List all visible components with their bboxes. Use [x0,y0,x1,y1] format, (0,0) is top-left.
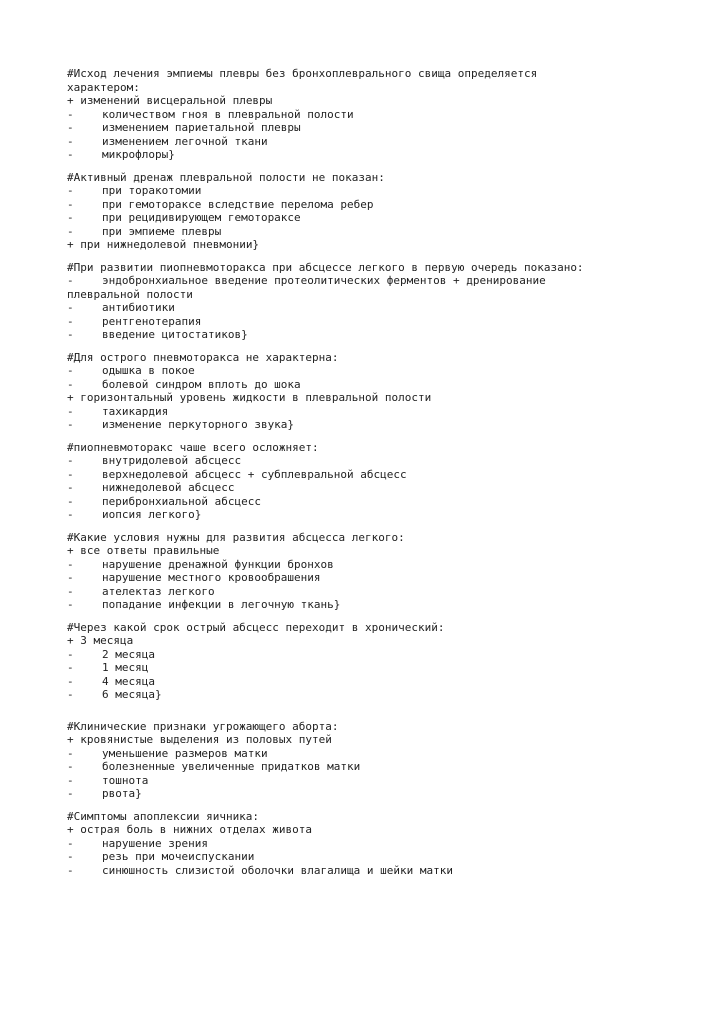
dash-marker: - [67,557,74,571]
answer-text: нарушение дренажной функции бронхов [102,557,334,571]
answer-option [67,378,667,392]
dash-marker: - [67,571,74,584]
answer-option [67,508,667,522]
answer-text: иопсия легкого} [102,508,202,521]
dash-marker: - [67,328,74,341]
answer-option [67,774,667,788]
answer-option [67,747,667,761]
dash-marker: - [67,404,74,418]
dash-marker: - [67,494,74,508]
answer-option [67,405,667,419]
answer-text: тахикардия [102,404,169,418]
answer-text: нарушение местного кровообрашения [102,571,321,584]
answer-option [67,315,667,329]
dash-marker: - [67,746,74,760]
dash-marker: - [67,787,74,800]
answer-text: изменением легочной ткани [102,134,268,148]
answer-option [67,468,667,482]
answer-option [67,108,667,122]
answer-option-correct [67,391,667,405]
question-stem: характером: [67,80,140,94]
plus-marker: + [67,544,81,557]
dash-marker: - [67,773,74,787]
answer-option [67,495,667,509]
answer-option [67,760,667,774]
answer-option [67,121,667,135]
plus-marker: + [67,94,81,107]
answer-text: 4 месяца [102,674,155,688]
answer-option [67,850,667,864]
answer-text: 6 месяца} [102,688,162,701]
answer-option-correct [67,733,667,747]
dash-marker: - [67,184,74,197]
dash-marker: - [67,134,74,148]
dash-marker: - [67,647,74,661]
answer-text: при гемотораксе вследствие перелома ребер [102,197,374,211]
answer-text: болевой синдром вплоть до шока [102,377,301,391]
answer-text: уменьшение размеров матки [102,746,268,760]
answer-option-correct [67,238,667,252]
question-stem: #Симптомы апоплексии яичника: [67,809,260,823]
answer-text: нарушение зрения [102,836,208,850]
answer-option [67,585,667,599]
dash-marker: - [67,661,74,674]
answer-text: при эмпиеме плевры [102,224,222,238]
dash-marker: - [67,364,74,377]
answer-text: попадание инфекции в легочную ткань} [102,598,341,611]
answer-text: ателектаз легкого [102,584,215,598]
answer-option [67,301,667,315]
answer-option [67,787,667,801]
dash-marker: - [67,688,74,701]
answer-text: количеством гноя в плевральной полости [102,107,354,121]
dash-marker: - [67,836,74,850]
dash-marker: - [67,850,74,863]
answer-option-correct [67,823,667,837]
question-stem: #Для острого пневмоторакса не характерна: [67,350,339,364]
answer-text: антибиотики [102,301,175,314]
question-stem: #При развитии пиопневмоторакса при абсцессе легкого в первую очередь показано: [67,260,584,274]
question-stem: #Активный дренаж плевральной полости не показан: [67,170,385,184]
answer-text: нижнедолевой абсцесс [102,481,235,494]
answer-option [67,211,667,225]
answer-option [67,598,667,612]
answer-option [67,225,667,239]
question-block [67,261,667,342]
answer-text: кровянистые выделения из половых путей [80,733,332,746]
answer-text: изменением париетальной плевры [102,121,301,134]
dash-marker: - [67,148,74,161]
document-body [67,67,667,886]
answer-option [67,454,667,468]
dash-marker: - [67,584,74,598]
answer-text: рвота} [102,787,142,800]
plus-marker: + [67,238,81,251]
dash-marker: - [67,107,74,121]
answer-option [67,418,667,432]
dash-marker: - [67,467,74,481]
dash-marker: - [67,674,74,688]
question-stem: #Какие условия нужны для развития абсцесса легкого: [67,530,405,544]
question-block [67,621,667,702]
question-block [67,531,667,612]
answer-text: рентгенотерапия [102,314,202,328]
answer-text: изменение перкуторного звука} [102,418,295,431]
plus-marker: + [67,733,81,746]
answer-text-continuation: плевральной полости [67,287,193,301]
dash-marker: - [67,274,74,287]
answer-text: эндобронхиальное введение протеолитических ферментов + дренирование [102,274,546,287]
answer-text: синюшность слизистой оболочки влагалища и шейки матки [102,863,453,877]
dash-marker: - [67,197,74,211]
answer-option [67,364,667,378]
answer-option [67,648,667,662]
question-stem: #пиопневмоторакс чаше всего осложняет: [67,440,319,454]
answer-text: перибронхиальной абсцесс [102,494,261,508]
answer-option [67,481,667,495]
question-stem: #Клинические признаки угрожающего аборта: [67,719,339,733]
answer-text: микрофлоры} [102,148,175,161]
dash-marker: - [67,598,74,611]
answer-text: при нижнедолевой пневмонии} [80,238,260,251]
dash-marker: - [67,314,74,328]
question-stem: #Исход лечения эмпиемы плевры без бронхоплеврального свища определяется [67,67,538,80]
answer-text: 3 месяца [80,634,134,647]
answer-text: введение цитостатиков} [102,328,248,341]
answer-text: внутридолевой абсцесс [102,454,242,467]
question-block [67,720,667,801]
question-block [67,351,667,432]
answer-option [67,274,667,301]
answer-option [67,661,667,675]
question-stem: #Через какой срок острый абсцесс переходит в хронический: [67,620,445,634]
answer-option [67,184,667,198]
dash-marker: - [67,301,74,314]
answer-text: изменений висцеральной плевры [80,94,273,107]
question-block [67,67,667,162]
plus-marker: + [67,391,81,404]
plus-marker: + [67,823,81,836]
answer-text: резь при мочеиспускании [102,850,255,863]
answer-option [67,558,667,572]
answer-option-correct [67,94,667,108]
answer-option [67,837,667,851]
plus-marker: + [67,634,81,647]
answer-text: тошнота [102,773,149,787]
answer-option [67,675,667,689]
answer-text: 2 месяца [102,647,155,661]
question-block [67,171,667,252]
answer-text: горизонтальный уровень жидкости в плевральной полости [80,391,432,404]
answer-text: при торакотомии [102,184,202,197]
dash-marker: - [67,224,74,238]
answer-text: одышка в покое [102,364,195,377]
answer-option-correct [67,634,667,648]
answer-option-correct [67,544,667,558]
answer-text: острая боль в нижних отделах живота [80,823,313,836]
answer-text: болезненные увеличенные придатков матки [102,760,361,773]
answer-option [67,148,667,162]
answer-option [67,864,667,878]
question-block [67,441,667,522]
dash-marker: - [67,418,74,431]
dash-marker: - [67,481,74,494]
answer-option [67,135,667,149]
dash-marker: - [67,863,74,877]
dash-marker: - [67,508,74,521]
answer-text: 1 месяц [102,661,149,674]
dash-marker: - [67,377,74,391]
answer-option [67,328,667,342]
answer-option [67,688,667,702]
dash-marker: - [67,760,74,773]
dash-marker: - [67,211,74,224]
answer-text: при рецидивирующем гемотораксе [102,211,301,224]
answer-option [67,198,667,212]
answer-text: все ответы правильные [80,544,220,557]
dash-marker: - [67,454,74,467]
dash-marker: - [67,121,74,134]
question-block [67,810,667,878]
answer-option [67,571,667,585]
answer-text: верхнедолевой абсцесс + субплевральной абсцесс [102,467,407,481]
